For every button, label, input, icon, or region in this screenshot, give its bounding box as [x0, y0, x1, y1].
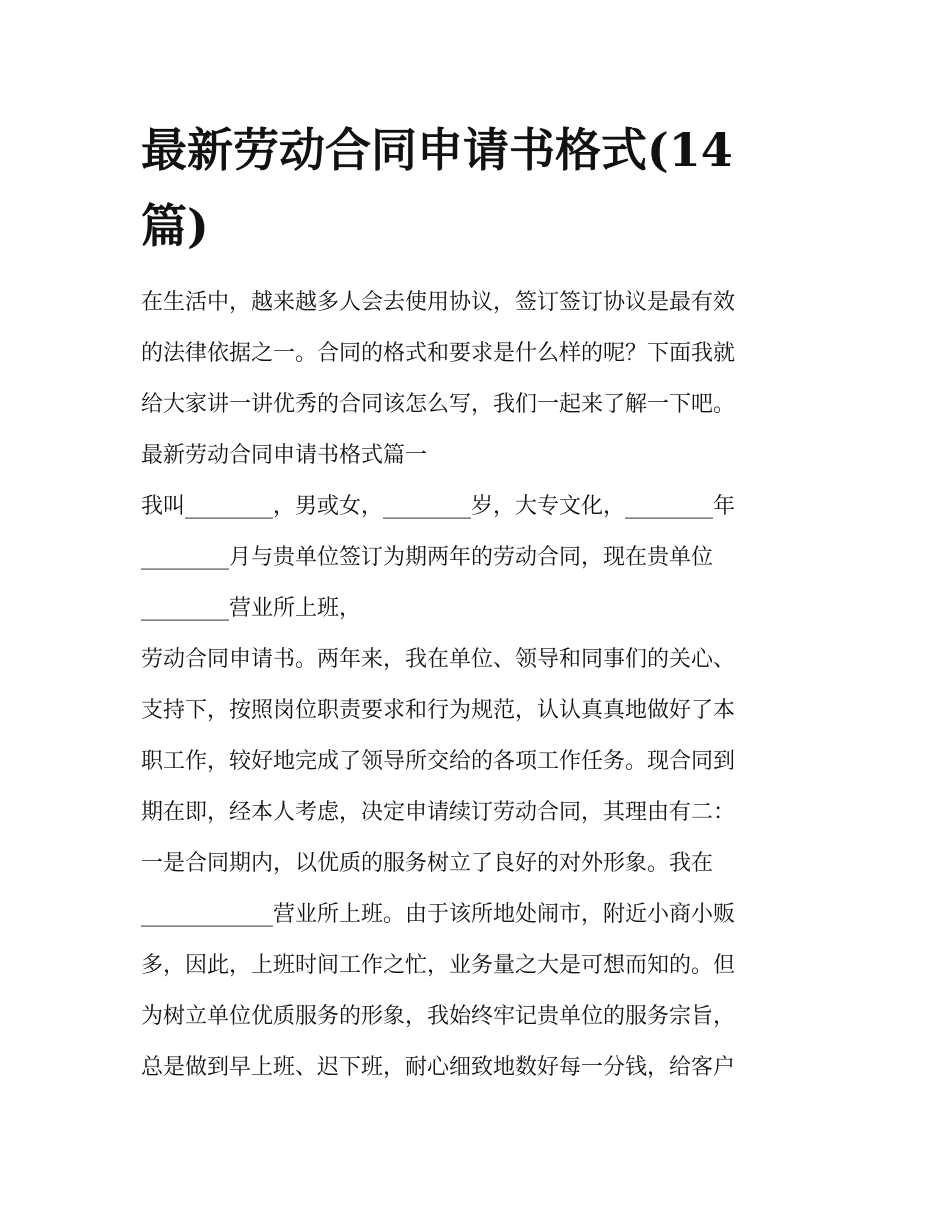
body-line: 职工作，较好地完成了领导所交给的各项工作任务。现合同到 [141, 749, 736, 774]
body-line: ________营业所上班， [141, 596, 362, 621]
body-line: 在生活中，越来越多人会去使用协议，签订签订协议是最有效 [141, 290, 736, 315]
body-line: ____________营业所上班。由于该所地处闹市，附近小商小贩 [141, 902, 736, 927]
body-line: 总是做到早上班、迟下班，耐心细致地数好每一分钱，给客户 [141, 1055, 736, 1080]
body-line: 劳动合同申请书。两年来，我在单位、领导和同事们的关心、 [141, 647, 736, 672]
title-line-2: 篇) [141, 199, 209, 253]
document-body [141, 277, 821, 1093]
body-line: 为树立单位优质服务的形象，我始终牢记贵单位的服务宗旨， [141, 1004, 736, 1029]
body-line: 一是合同期内，以优质的服务树立了良好的对外形象。我在 [141, 851, 714, 876]
body-line: 期在即，经本人考虑，决定申请续订劳动合同，其理由有二： [141, 800, 736, 825]
body-line: 支持下，按照岗位职责要求和行为规范，认认真真地做好了本 [141, 698, 736, 723]
body-line: 多，因此，上班时间工作之忙，业务量之大是可想而知的。但 [141, 953, 736, 978]
body-line: 的法律依据之一。合同的格式和要求是什么样的呢？下面我就 [141, 341, 736, 366]
document-title [141, 112, 811, 264]
body-line: ________月与贵单位签订为期两年的劳动合同，现在贵单位 [141, 545, 714, 570]
body-line: 我叫________，男或女，________岁，大专文化，________年 [141, 494, 736, 519]
title-line-1: 最新劳动合同申请书格式(14 [141, 123, 733, 177]
body-line: 给大家讲一讲优秀的合同该怎么写，我们一起来了解一下吧。 [141, 392, 736, 417]
section-heading: 最新劳动合同申请书格式篇一 [141, 443, 428, 468]
